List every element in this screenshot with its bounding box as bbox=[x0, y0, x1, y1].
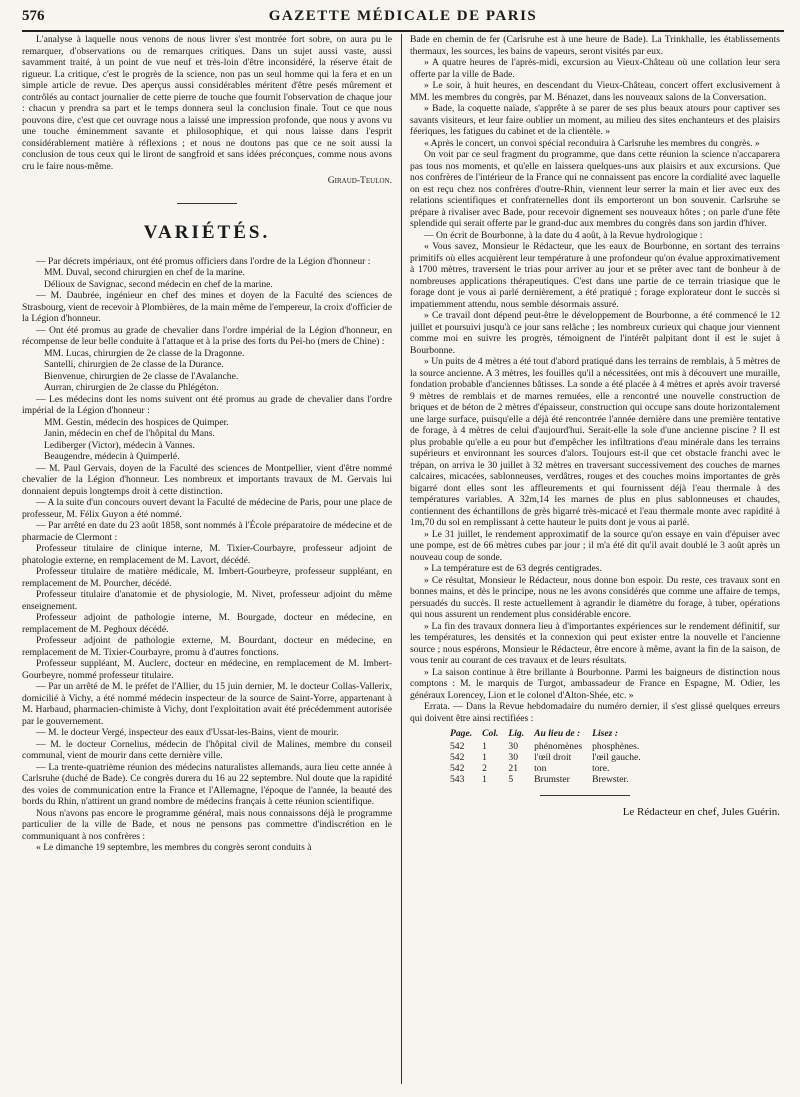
news-item: » Ce résultat, Monsieur le Rédacteur, nous donne bon espoir. Du reste, ces travaux sont en bonnes mains, et dès le principe, nous ne les avons considérés que comme une affaire de temps, persuadés du succès. Il reste actuellement à agrandir le diamètre du forage, à tuber, opérations qui nous assurent un rendement plus considérable encore. bbox=[410, 574, 780, 620]
right-articles bbox=[410, 34, 780, 724]
news-item: — Par décrets impériaux, ont été promus officiers dans l'ordre de la Légion d'honneur : bbox=[36, 255, 371, 267]
news-item: « Après le concert, un convoi spécial reconduira à Carlsruhe les membres du congrès. » bbox=[424, 137, 760, 149]
news-item: » Bade, la coquette naïade, s'apprête à se parer de ses plus beaux atours pour captiver ses savants visiteurs, et leur faire oublier un moment, au milieu des sites enchanteurs et des plaisirs féeriques, les fatigues du cabinet et de la clientèle. » bbox=[410, 103, 780, 137]
errata-cell: 30 bbox=[508, 741, 518, 752]
errata-cell: 21 bbox=[508, 763, 518, 774]
errata-cell: 1 bbox=[482, 741, 487, 752]
news-item: — Ont été promus au grade de chevalier dans l'ordre impérial de la Légion d'honneur, en récompense de leur belle conduite à l'attaque et à la prise des forts du Peï-ho (mers de Chine) : bbox=[22, 324, 392, 347]
news-item: — Les médecins dont les noms suivent ont été promus au grade de chevalier dans l'ordre impérial de la Légion d'honneur : bbox=[22, 393, 392, 416]
news-item: — M. Daubrée, ingénieur en chef des mines et doyen de la Faculté des sciences de Strasbourg, vient de recevoir à Plombières, de la main même de l'empereur, la croix d'officier de la Légion d'honneur. bbox=[22, 290, 392, 324]
errata-header: Au lieu de : bbox=[534, 728, 581, 739]
news-item: — A la suite d'un concours ouvert devant la Faculté de médecine de Paris, pour une place de professeur, M. Félix Guyon a été nommé. bbox=[22, 497, 392, 520]
page-header bbox=[22, 8, 784, 28]
news-item: Santelli, chirurgien de 2e classe de la Durance. bbox=[44, 359, 224, 370]
editor-signature: Le Rédacteur en chef, Jules Guérin. bbox=[622, 806, 780, 818]
news-item: MM. Gestin, médecin des hospices de Quimper. bbox=[44, 416, 229, 428]
news-item: » Le 31 juillet, le rendement approximatif de la source qu'on essaye en vain d'épuiser avec une pompe, est de 66 mètres cubes par jour ; il m'a été dit qu'il avait doublé le 3 août après un nouveau coup de sonde. bbox=[410, 528, 780, 563]
news-item: — La trente-quatrième réunion des médecins naturalistes allemands, aura lieu cette année à Carlsruhe (duché de Bade). Ce congrès durera du 16 au 22 septembre. Nul doute que la rapidité des voies de communication entre la France et l'Allemagne, l'époque de l'année, la beauté des bords du Rhin, n'attirent un grand nombre de médecins français à cette réunion scientifique. bbox=[22, 761, 392, 807]
varietes-news bbox=[22, 256, 392, 854]
news-item: MM. Duval, second chirurgien en chef de la marine. bbox=[44, 267, 245, 278]
errata-cell: 1 bbox=[482, 752, 487, 763]
news-item: Lediberger (Victor), médecin à Vannes. bbox=[44, 439, 195, 451]
news-item: Professeur titulaire de clinique interne, M. Tixier-Courbayre, professeur adjoint de phatologie externe, en remplacement de M. Lavort, décédé. bbox=[22, 543, 392, 566]
news-item: Professeur suppléant, M. Auclerc, docteur en médecine, en remplacement de M. Imbert-Gourbeyre, nommé professeur titulaire. bbox=[22, 658, 392, 681]
errata-cell: 30 bbox=[508, 752, 518, 763]
errata-cell: l'œil droit bbox=[534, 752, 572, 763]
news-item: On voit par ce seul fragment du programme, que dans cette réunion la science n'accaparera pas tous nos moments, et qu'elle en laissera quelques-uns aux plaisirs et aux excursions. Que nos confrères de l'intérieur de la France qui ne connaissent pas encore la cordialité avec laquelle on est reçu chez nos confrères d'outre-Rhin, viennent leur serrer la main et lier avec eux des relations scientifiques et confraternelles dont ils emporteront un bon souvenir. Carlsruhe se prépare à rivaliser avec Bade, pour recevoir dignement ses nouveaux hôtes ; on parle d'une fête splendide qui serait offerte par le grand-duc aux membres du congrès dans son jardin d'hiver. bbox=[410, 149, 780, 229]
news-item: — On écrit de Bourbonne, à la date du 4 août, à la Revue hydrologique : bbox=[424, 229, 703, 241]
gazette-page bbox=[22, 0, 784, 1097]
errata-cell: phénomènes bbox=[534, 741, 583, 752]
news-item: Aurran, chirurgien de 2e classe du Phlégéton. bbox=[44, 382, 219, 393]
paragraph: L'analyse à laquelle nous venons de nous livrer s'est montrée fort sobre, on aura pu le remarquer, d'observations ou de remarques critiques. Dans un sujet aussi vaste, aussi savamment traité, à un point de vue neuf et très-loin d'être inconsidéré, la réserve était de rigueur. La critique, c'est le progrès de la science, non pas un seul homme qui la fera et en un simple article de revue. Des aperçus aussi considérables méritent d'être pesés mûrement et contrôlés au contact journalier de cette pierre de touche que fournit l'observation de chaque jour : chacun y prendra sa part et le temps donnera seul la conclusion finale. Tout ce que nous pouvons dire, c'est que cet ouvrage nous a laissé une impression profonde, que nous y avons vu une touche éminemment savante et philosophique, et qui nous laisse dans l'esprit considérablement matière à réflexions ; et nous ne doutons pas que ce ne soit aussi la conclusion de tous ceux qui le liront de sangfroid et sans idées préconçues, comme nous avons cru le faire nous-même. bbox=[22, 34, 392, 172]
errata-cell: Brumster bbox=[534, 774, 570, 785]
errata-cell: phosphènes. bbox=[592, 741, 640, 752]
errata-row bbox=[450, 752, 651, 763]
left-column bbox=[22, 34, 392, 1089]
column-divider bbox=[401, 34, 402, 1084]
news-item: Professeur titulaire de matière médicale, M. Imbert-Gourbeyre, professeur suppléant, en remplacement de M. Pourcher, décédé. bbox=[22, 566, 392, 589]
news-item: » La saison continue à être brillante à Bourbonne. Parmi les baigneurs de distinction nous comptons : M. le marquis de Turgot, ambassadeur de France en Espagne, M. Odier, les généraux Lorencey, Lion et le colonel d'Alton-Shée, etc. » bbox=[410, 666, 780, 701]
news-item: Professeur titulaire d'anatomie et de physiologie, M. Nivet, professeur adjoint du même enseignement. bbox=[22, 589, 392, 612]
news-item: » A quatre heures de l'après-midi, excursion au Vieux-Château où une collation leur sera offerte par la ville de Bade. bbox=[410, 57, 780, 80]
errata-row bbox=[450, 741, 651, 752]
errata-header: Col. bbox=[482, 728, 499, 739]
news-item: Janin, médecin en chef de l'hôpital du Mans. bbox=[44, 428, 215, 439]
news-item: « Le dimanche 19 septembre, les membres du congrès seront conduits à bbox=[36, 842, 312, 853]
author-signature: Giraud-Teulon. bbox=[327, 175, 392, 186]
errata-header: Page. bbox=[450, 728, 473, 739]
end-rule bbox=[540, 795, 630, 796]
section-title: VARIÉTÉS. bbox=[143, 221, 271, 243]
errata-cell: 542 bbox=[450, 763, 465, 774]
errata-row bbox=[450, 774, 651, 785]
section-separator bbox=[177, 203, 237, 204]
errata-header: Lisez : bbox=[592, 728, 618, 739]
news-item: » Un puits de 4 mètres a été tout d'abord pratiqué dans les terrains de remblais, à 5 mètres de la source ancienne. A 3 mètres, les fouilles qu'il a nécessitées, ont mis à découvert une muraille, fondation probable d'anciennes bâtisses. La sonde a été placée à 4 mètres et après avoir traversé 9 mètres de remblais et de marnes remuées, elle a rencontré une nouvelle construction de briques et de béton de 2 mètres d'épaisseur, construction qui occupe sans doute horizontalement une large surface, puisqu'elle a déjà été rencontrée l'année dernière dans une première tentative de forage, à 4 mètres de celui d'aujourd'hui. Serait-elle la sole d'une ancienne piscine ? Il est plus probable qu'elle a eu pour but d'empêcher les infiltrations d'eau minérale dans les terrains supérieurs et environnant les sources d'alors. Toujours est-il que cet obstacle franchi avec le trépan, on arriva le 30 juillet à 32 mètres en traversant successivement des couches de marnes calcaires, micacées, sablonneuses, verdâtres, rouges et des couches moins importantes de grès bigarré dont elles sont les affleurements et qui fournissent déjà l'eau thermale à des températures variables. A 32m,14 les marnes de plus en plus sablonneuses et chaudes, contiennent des échantillons de grès bigarré très-micacé et l'eau thermale monte avec rapidité à 1m,70 du sol en remplissant à cette hauteur le puits dont je vous ai parlé. bbox=[410, 356, 780, 528]
errata-cell: 543 bbox=[450, 774, 465, 785]
errata-cell: 542 bbox=[450, 741, 465, 752]
news-item: — Par arrêté en date du 23 août 1858, sont nommés à l'École préparatoire de médecine et de pharmacie de Clermont : bbox=[22, 520, 392, 543]
news-item: Professeur adjoint de pathologie interne, M. Bourgade, docteur en médecine, en remplacement de M. Peghoux décédé. bbox=[22, 612, 392, 635]
news-item: — M. le docteur Cornelius, médecin de l'hôpital civil de Malines, membre du conseil communal, vient de mourir dans cette dernière ville. bbox=[22, 738, 392, 761]
news-item: » Ce travail dont dépend peut-être le développement de Bourbonne, a été commencé le 12 juillet et poursuivi jusqu'à ce jour sans relâche ; les nombreux curieux qui chaque jour viennent comme moi en suivre les progrès, témoignent de l'intérêt palpitant dont il est le sujet à Bourbonne. bbox=[410, 310, 780, 356]
errata-cell: 2 bbox=[482, 763, 487, 774]
news-item: Délioux de Savignac, second médecin en chef de la marine. bbox=[44, 278, 273, 290]
news-item: Professeur adjoint de pathologie externe, M. Bourdant, docteur en médecine, en remplacement de M. Tixier-Courbayre, promu à d'autres fonctions. bbox=[22, 635, 392, 658]
news-item: « Vous savez, Monsieur le Rédacteur, que les eaux de Bourbonne, en sortant des terrains primitifs où elles acquièrent leur température à une profondeur qu'on évalue approximativement à 1700 mètres, traversent le trias pour arriver au jour et se prêter avec tant de bonheur à de nombreuses applications thérapeutiques. C'est dans une partie de ce terrain triasique que le forage dont je vous ai parlé dernièrement, a été pratiqué ; forage explorateur dont le succès si impatiemment attendu, nous semble désormais assuré. bbox=[410, 241, 780, 310]
news-item: — M. Paul Gervais, doyen de la Faculté des sciences de Montpellier, vient d'être nommé chevalier de la Légion d'honneur. Les nombreux et importants travaux de M. Gervais lui donnaient depuis longtemps droit à cette distinction. bbox=[22, 462, 392, 497]
news-item: MM. Lucas, chirurgien de 2e classe de la Dragonne. bbox=[44, 347, 245, 359]
errata-header: Lig. bbox=[508, 728, 525, 739]
news-item: Bienvenue, chirurgien de 2e classe de l'Avalanche. bbox=[44, 370, 239, 382]
errata-header-row bbox=[450, 728, 651, 741]
news-item: — M. le docteur Vergé, inspecteur des eaux d'Ussat-les-Bains, vient de mourir. bbox=[36, 727, 339, 738]
errata-cell: l'œil gauche. bbox=[592, 752, 641, 763]
news-item: » La fin des travaux donnera lieu à d'importantes expériences sur le rendement définitif, sur les températures, les densités et la connexion qui peut exister entre la nouvelle et l'ancienne source ; nous espérons, Monsieur le Rédacteur, être encore à même, avant la fin de la saison, de vous tenir au courant de ces travaux et de leurs résultats. bbox=[410, 620, 780, 666]
news-item: Beaugendre, médecin à Quimperlé. bbox=[44, 451, 180, 462]
errata-cell: 1 bbox=[482, 774, 487, 785]
news-item: Nous n'avons pas encore le programme général, mais nous connaissons déjà le programme particulier de la ville de Bade, et nous ne pensons pas commettre d'indiscrétion en le communiquant à nos confrères : bbox=[22, 807, 392, 842]
news-item: Bade en chemin de fer (Carlsruhe est à une heure de Bade). La Trinkhalle, les établissements thermaux, les sources, les bains de vapeurs, seront visités par eux. bbox=[410, 34, 780, 57]
errata-table bbox=[450, 728, 651, 785]
errata-cell: 5 bbox=[508, 774, 514, 785]
header-rule bbox=[22, 30, 784, 32]
news-item: » La température est de 63 degrés centigrades. bbox=[424, 563, 602, 574]
errata-cell: ton bbox=[534, 763, 547, 774]
errata-cell: Brewster. bbox=[592, 774, 629, 785]
right-column bbox=[410, 34, 780, 1089]
errata-cell: tore. bbox=[592, 763, 610, 774]
page-number: 576 bbox=[22, 8, 45, 24]
news-item: Errata. — Dans la Revue hebdomadaire du numéro dernier, il s'est glissé quelques erreurs qui doivent être ainsi rectifiées : bbox=[410, 701, 780, 724]
news-item: » Le soir, à huit heures, en descendant du Vieux-Château, concert offert exclusivement à MM. les membres du congrès, par M. Bénazet, dans les nouveaux salons de la Conversation. bbox=[410, 80, 780, 103]
errata-row bbox=[450, 763, 651, 774]
errata-cell: 542 bbox=[450, 752, 465, 763]
news-item: — Par un arrêté de M. le préfet de l'Allier, du 15 juin dernier, M. le docteur Collas-Vallerix, domicilié à Vichy, a été nommé médecin inspecteur de la source de Saint-Yorre, appartenant à M. Harbaud, pharmacien-chimiste à Vichy, dont l'exploitation avait été précédemment autorisée par le gouvernement. bbox=[22, 681, 392, 727]
review-conclusion bbox=[22, 34, 392, 172]
journal-title: GAZETTE MÉDICALE DE PARIS bbox=[268, 8, 538, 24]
